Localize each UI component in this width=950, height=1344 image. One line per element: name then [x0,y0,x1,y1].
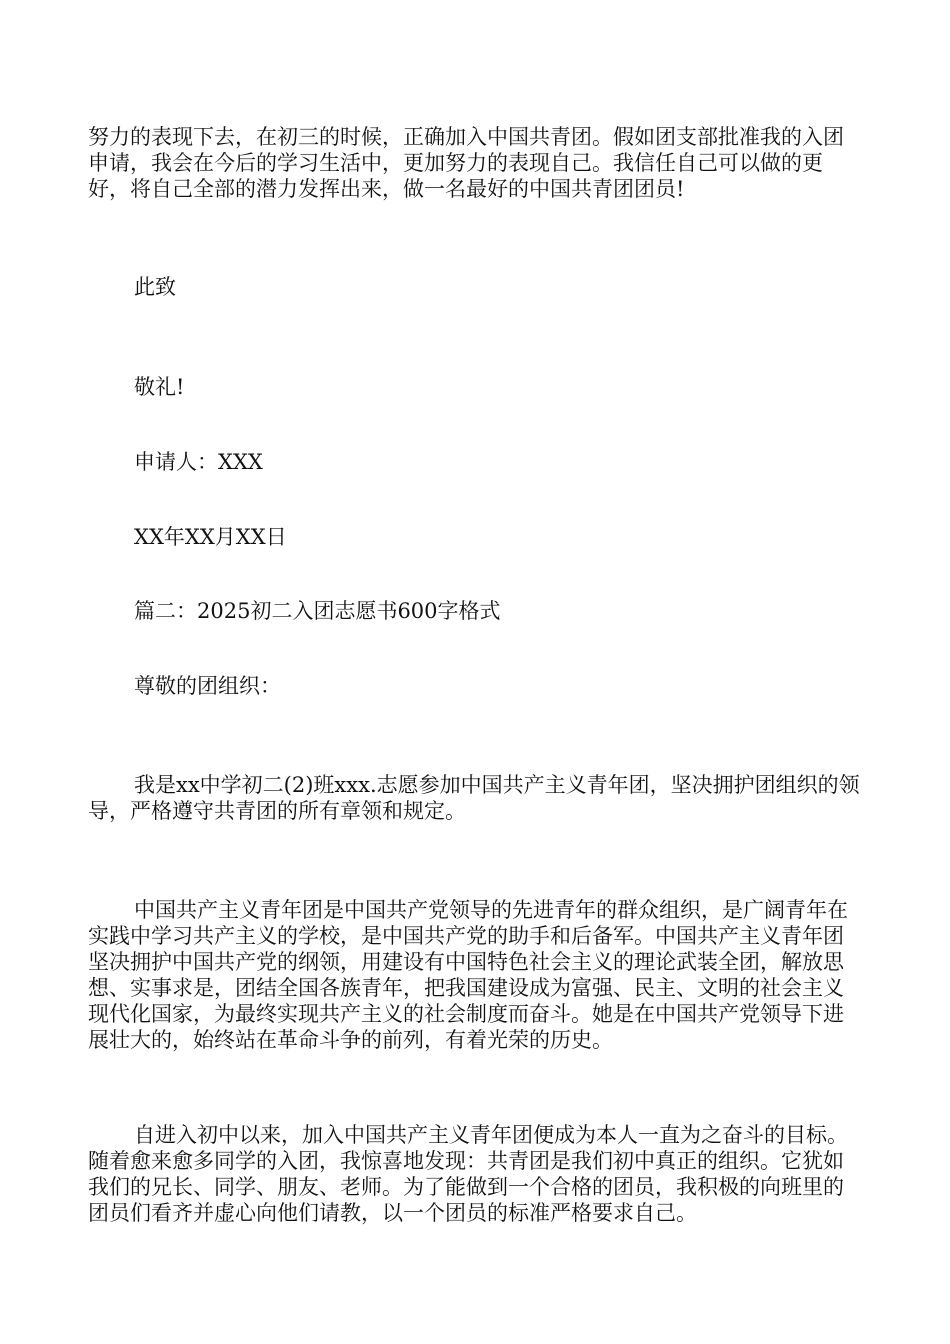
paragraph-motivation: 自进入初中以来，加入中国共产主义青年团便成为本人一直为之奋斗的目标。随着愈来愈多同学的入团，我惊喜地发现：共青团是我们初中真正的组织。它犹如我们的兄长、同学、朋友、老师。为了能做到一个合格的团员，我积极的向班里的团员们看齐并虚心向他们请教，以一个团员的标准严格要求自己。 [88,1123,848,1225]
applicant-signature: 申请人：XXX [134,450,263,474]
greeting: 尊敬的团组织： [134,674,281,698]
paragraph-league-description: 中国共产主义青年团是中国共产党领导的先进青年的群众组织，是广阔青年在实践中学习共产主义的学校，是中国共产党的助手和后备军。中国共产主义青年团坚决拥护中国共产党的纲领，用建设有中国特色社会主义的理论武装全团，解放思想、实事求是，团结全国各族青年，把我国建设成为富强、民主、文明的社会主义现代化国家，为最终实现共产主义的社会制度而奋斗。她是在中国共产党领导下进展壮大的，始终站在革命斗争的前列，有着光荣的历史。 [88,898,848,1052]
paragraph-continuation: 努力的表现下去，在初三的时候，正确加入中国共青团。假如团支部批准我的入团申请，我会在今后的学习生活中，更加努力的表现自己。我信任自己可以做的更好，将自己全部的潜力发挥出来，做一名最好的中国共青团团员! [88,125,844,201]
paragraph-intro: 我是xx中学初二(2)班xxx.志愿参加中国共产主义青年团，坚决拥护团组织的领导，严格遵守共青团的所有章领和规定。 [88,773,860,823]
section-heading: 篇二：2025初二入团志愿书600字格式 [134,599,501,623]
date-line: XX年XX月XX日 [134,525,287,549]
closing-regards: 敬礼! [134,375,185,399]
closing-salutation: 此致 [134,275,176,299]
